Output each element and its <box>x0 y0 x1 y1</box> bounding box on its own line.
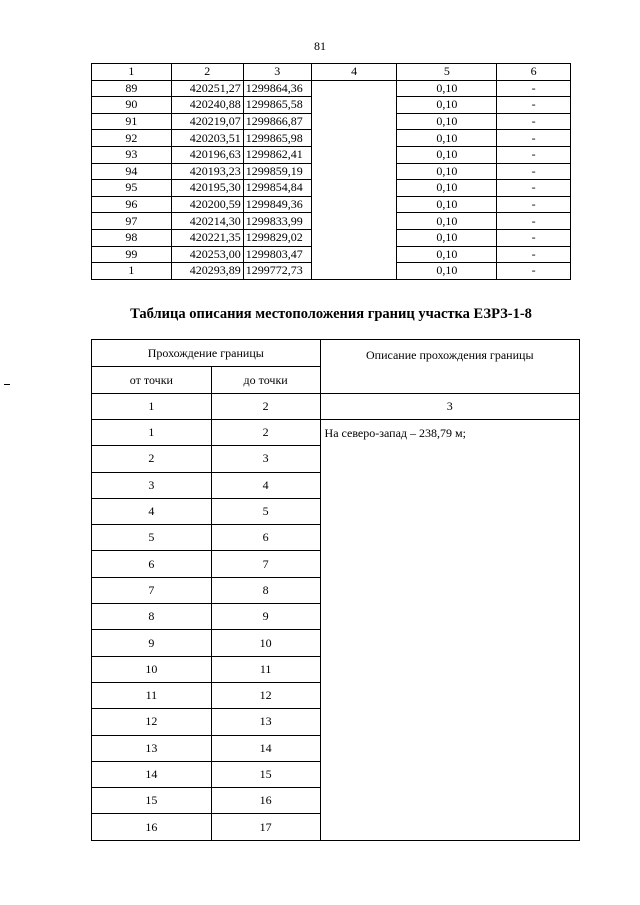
column-header: 3 <box>243 64 311 81</box>
from-point-cell: 16 <box>92 814 212 840</box>
table-cell: 0,10 <box>397 263 497 280</box>
table-cell: 0,10 <box>397 196 497 213</box>
table-row <box>92 263 571 280</box>
to-point-cell: 5 <box>211 498 320 524</box>
table-cell: 0,10 <box>397 246 497 263</box>
from-point-cell: 2 <box>92 446 212 472</box>
table-cell: 92 <box>92 130 172 147</box>
table-row <box>92 196 571 213</box>
table-cell: 420200,59 <box>171 196 243 213</box>
from-point-cell: 15 <box>92 788 212 814</box>
table-cell: - <box>497 130 571 147</box>
to-point-cell: 15 <box>211 761 320 787</box>
table-cell: 99 <box>92 246 172 263</box>
table-cell: 420214,30 <box>171 213 243 230</box>
coordinates-table <box>91 63 571 280</box>
table-cell: 1 <box>92 263 172 280</box>
table-cell: 1299829,02 <box>243 229 311 246</box>
to-point-cell: 14 <box>211 735 320 761</box>
table-cell: - <box>497 80 571 97</box>
table-cell: 0,10 <box>397 130 497 147</box>
table-cell: - <box>497 163 571 180</box>
boundary-description-cell: На северо-запад – 238,79 м; <box>320 420 579 841</box>
table-cell <box>311 263 397 280</box>
table-row <box>92 113 571 130</box>
table-cell: 0,10 <box>397 80 497 97</box>
table-row <box>92 229 571 246</box>
column-header: 4 <box>311 64 397 81</box>
table-cell: 95 <box>92 180 172 197</box>
to-point-cell: 3 <box>211 446 320 472</box>
boundary-description-table-body <box>92 340 580 841</box>
table-cell: 420196,63 <box>171 146 243 163</box>
table-row <box>92 80 571 97</box>
table-cell: - <box>497 263 571 280</box>
table-cell: - <box>497 113 571 130</box>
table-cell: 420253,00 <box>171 246 243 263</box>
table-row <box>92 97 571 114</box>
from-point-cell: 4 <box>92 498 212 524</box>
table-cell: 0,10 <box>397 180 497 197</box>
table-cell: 91 <box>92 113 172 130</box>
section-title: Таблица описания местоположения границ участка ЕЗРЗ-1-8 <box>130 306 532 322</box>
table-header-row <box>92 64 571 81</box>
from-point-cell: 3 <box>92 472 212 498</box>
table-cell: 420221,35 <box>171 229 243 246</box>
table-cell: 1299859,19 <box>243 163 311 180</box>
column-number-3: 3 <box>320 394 579 420</box>
from-point-cell: 1 <box>92 420 212 446</box>
table-cell: 420203,51 <box>171 130 243 147</box>
to-point-cell: 8 <box>211 577 320 603</box>
table-cell: - <box>497 146 571 163</box>
table-cell: 89 <box>92 80 172 97</box>
from-point-cell: 6 <box>92 551 212 577</box>
from-point-cell: 13 <box>92 735 212 761</box>
to-point-cell: 9 <box>211 604 320 630</box>
table-row <box>92 420 580 446</box>
column-header: 5 <box>397 64 497 81</box>
table-cell: 1299864,36 <box>243 80 311 97</box>
table-cell: 97 <box>92 213 172 230</box>
table-cell: 420251,27 <box>171 80 243 97</box>
table-cell <box>311 146 397 163</box>
table-cell: 1299833,99 <box>243 213 311 230</box>
table-cell: - <box>497 213 571 230</box>
to-point-cell: 7 <box>211 551 320 577</box>
column-header: 6 <box>497 64 571 81</box>
page-number: 81 <box>314 39 326 53</box>
table-cell <box>311 97 397 114</box>
table-cell: 93 <box>92 146 172 163</box>
table-cell <box>311 180 397 197</box>
table-row <box>92 130 571 147</box>
from-point-cell: 11 <box>92 682 212 708</box>
margin-mark <box>4 384 10 385</box>
table-cell <box>311 196 397 213</box>
from-point-cell: 5 <box>92 525 212 551</box>
column-header: 2 <box>171 64 243 81</box>
table-cell: - <box>497 229 571 246</box>
header-boundary-description: Описание прохождения границы <box>320 340 579 394</box>
to-point-cell: 13 <box>211 709 320 735</box>
table-cell: - <box>497 196 571 213</box>
table-cell <box>311 213 397 230</box>
table-row <box>92 180 571 197</box>
table-cell: 420219,07 <box>171 113 243 130</box>
from-point-cell: 14 <box>92 761 212 787</box>
from-point-cell: 10 <box>92 656 212 682</box>
table-cell <box>311 80 397 97</box>
table-cell: 90 <box>92 97 172 114</box>
table-cell: 1299772,73 <box>243 263 311 280</box>
table-cell: 1299854,84 <box>243 180 311 197</box>
table-cell: 1299865,98 <box>243 130 311 147</box>
table-cell: 1299862,41 <box>243 146 311 163</box>
to-point-cell: 10 <box>211 630 320 656</box>
table-row <box>92 246 571 263</box>
coordinates-table-body <box>92 64 571 280</box>
to-point-cell: 16 <box>211 788 320 814</box>
header-to-point: до точки <box>211 367 320 394</box>
table-cell: 0,10 <box>397 113 497 130</box>
table-row <box>92 213 571 230</box>
table-cell: 0,10 <box>397 97 497 114</box>
table-cell: - <box>497 246 571 263</box>
to-point-cell: 6 <box>211 525 320 551</box>
table-cell <box>311 163 397 180</box>
table-cell <box>311 229 397 246</box>
to-point-cell: 2 <box>211 420 320 446</box>
column-header: 1 <box>92 64 172 81</box>
boundary-description-table <box>91 339 580 841</box>
to-point-cell: 12 <box>211 682 320 708</box>
table-cell: 420195,30 <box>171 180 243 197</box>
table-row <box>92 163 571 180</box>
table-row <box>92 146 571 163</box>
from-point-cell: 12 <box>92 709 212 735</box>
to-point-cell: 11 <box>211 656 320 682</box>
to-point-cell: 4 <box>211 472 320 498</box>
table-cell: 420240,88 <box>171 97 243 114</box>
table-cell: 0,10 <box>397 213 497 230</box>
table-cell: 1299866,87 <box>243 113 311 130</box>
table-cell: 0,10 <box>397 146 497 163</box>
table-cell <box>311 113 397 130</box>
table-cell: 0,10 <box>397 163 497 180</box>
table-cell: 420293,89 <box>171 263 243 280</box>
from-point-cell: 7 <box>92 577 212 603</box>
from-point-cell: 9 <box>92 630 212 656</box>
column-number-2: 2 <box>211 394 320 420</box>
header-boundary-passage: Прохождение границы <box>92 340 321 367</box>
table-cell: 98 <box>92 229 172 246</box>
table-cell: 1299865,58 <box>243 97 311 114</box>
table-cell <box>311 246 397 263</box>
table-cell: 96 <box>92 196 172 213</box>
table-cell: 94 <box>92 163 172 180</box>
column-number-1: 1 <box>92 394 212 420</box>
table-cell: - <box>497 180 571 197</box>
header-from-point: от точки <box>92 367 212 394</box>
table-cell: 420193,23 <box>171 163 243 180</box>
table-cell: - <box>497 97 571 114</box>
table-cell <box>311 130 397 147</box>
to-point-cell: 17 <box>211 814 320 840</box>
table-cell: 1299849,36 <box>243 196 311 213</box>
table-cell: 0,10 <box>397 229 497 246</box>
from-point-cell: 8 <box>92 604 212 630</box>
table-cell: 1299803,47 <box>243 246 311 263</box>
